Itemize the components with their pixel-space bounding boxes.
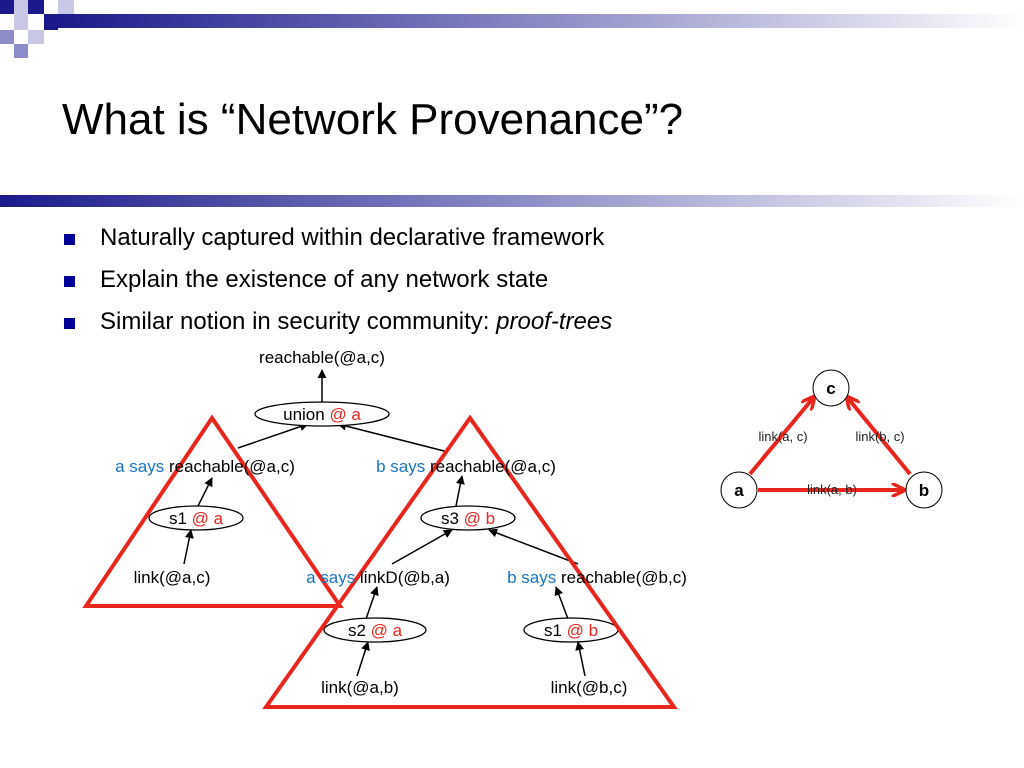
s1-at-b-label: s1 @ b: [543, 621, 599, 640]
slide-title: What is “Network Provenance”?: [62, 95, 684, 144]
edge-label-ac: link(a, c): [758, 429, 808, 444]
bullet-text: Similar notion in security community:: [100, 308, 497, 335]
s2-at-a-label: s2 @ a: [347, 621, 403, 640]
node-b-label: b: [918, 481, 930, 500]
leaf-link-bc: link(@b,c): [550, 678, 628, 697]
edge-label-ab: link(a, b): [807, 482, 857, 497]
node-a-label: a: [734, 481, 744, 500]
right-says-fact: b says reachable(@a,c): [376, 457, 556, 476]
s1-at-a-label: s1 @ a: [168, 509, 224, 528]
left-says-fact: a says reachable(@a,c): [115, 457, 295, 476]
edge-label-bc: link(b, c): [855, 429, 905, 444]
union-rule-label: union @ a: [283, 405, 361, 424]
node-c-label: c: [826, 379, 836, 398]
leaf-link-ab: link(@a,b): [321, 678, 399, 697]
bullet-text: Naturally captured within declarative framework: [100, 224, 605, 251]
reachable-bc-says-fact: b says reachable(@b,c): [507, 568, 687, 587]
network-graph: [721, 370, 942, 508]
linkD-says-fact: a says linkD(@b,a): [306, 568, 450, 587]
bullet-text: Explain the existence of any network state: [100, 266, 549, 293]
s3-at-b-label: s3 @ b: [440, 509, 496, 528]
bullet-emphasis: proof-trees: [496, 308, 613, 335]
root-fact: reachable(@a,c): [259, 348, 385, 367]
tree-labels: [115, 348, 687, 697]
leaf-link-ac: link(@a,c): [133, 568, 211, 587]
